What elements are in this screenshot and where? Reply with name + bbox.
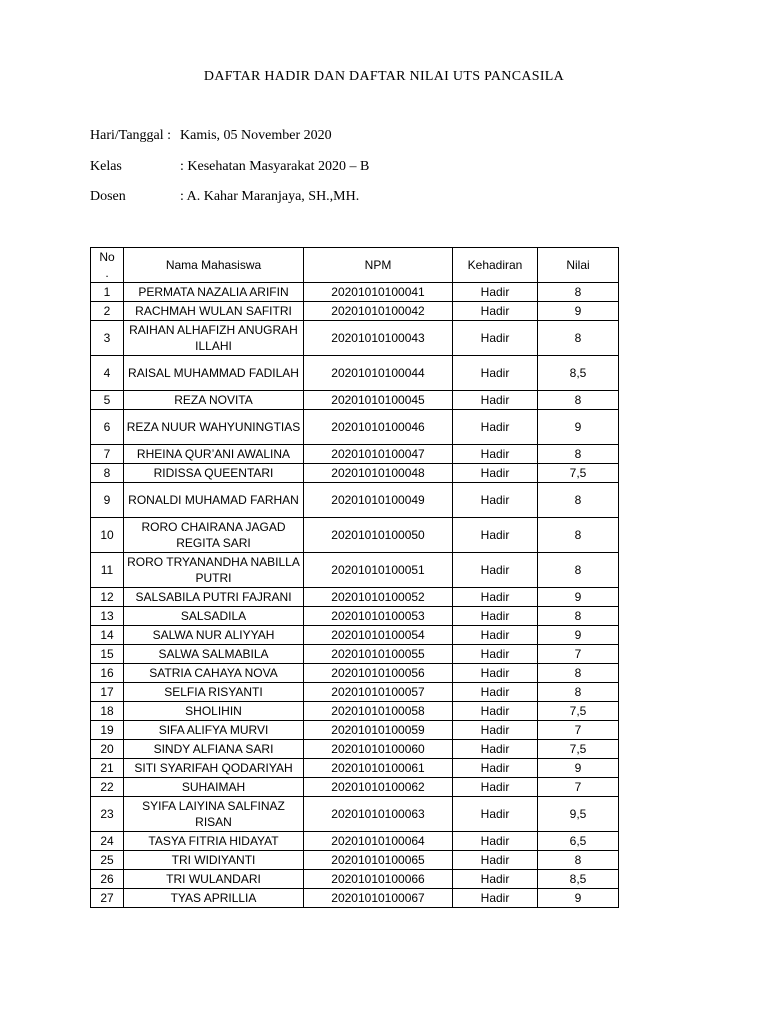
cell-attendance: Hadir [453,464,538,483]
cell-score: 6,5 [538,832,619,851]
cell-npm: 20201010100052 [304,588,453,607]
cell-npm: 20201010100043 [304,321,453,356]
cell-score: 9 [538,410,619,445]
cell-attendance: Hadir [453,664,538,683]
header-attendance: Kehadiran [453,248,538,283]
cell-attendance: Hadir [453,518,538,553]
cell-score: 7 [538,778,619,797]
cell-no: 9 [91,483,124,518]
table-row [91,870,619,889]
cell-npm: 20201010100057 [304,683,453,702]
cell-npm: 20201010100065 [304,851,453,870]
cell-score: 8 [538,445,619,464]
cell-name: RAIHAN ALHAFIZH ANUGRAH ILLAHI [124,321,304,356]
cell-score: 8 [538,518,619,553]
cell-no: 5 [91,391,124,410]
cell-no: 26 [91,870,124,889]
table-row [91,553,619,588]
cell-npm: 20201010100063 [304,797,453,832]
table-row [91,483,619,518]
cell-attendance: Hadir [453,356,538,391]
cell-name: SITI SYARIFAH QODARIYAH [124,759,304,778]
cell-npm: 20201010100060 [304,740,453,759]
cell-npm: 20201010100042 [304,302,453,321]
cell-name: RACHMAH WULAN SAFITRI [124,302,304,321]
cell-no: 22 [91,778,124,797]
cell-score: 8,5 [538,356,619,391]
table-row [91,759,619,778]
cell-score: 9 [538,889,619,908]
table-row [91,626,619,645]
cell-no: 15 [91,645,124,664]
attendance-score-table [90,247,619,908]
cell-npm: 20201010100048 [304,464,453,483]
cell-score: 8,5 [538,870,619,889]
cell-attendance: Hadir [453,778,538,797]
cell-attendance: Hadir [453,626,538,645]
lecturer-line [90,189,690,205]
cell-name: SATRIA CAHAYA NOVA [124,664,304,683]
cell-name: SALSABILA PUTRI FAJRANI [124,588,304,607]
class-label: Kelas [90,159,122,174]
cell-name: RHEINA QUR’ANI AWALINA [124,445,304,464]
cell-npm: 20201010100047 [304,445,453,464]
cell-npm: 20201010100046 [304,410,453,445]
cell-attendance: Hadir [453,683,538,702]
cell-npm: 20201010100053 [304,607,453,626]
cell-score: 8 [538,851,619,870]
cell-name: TYAS APRILLIA [124,889,304,908]
cell-npm: 20201010100066 [304,870,453,889]
cell-score: 8 [538,683,619,702]
cell-npm: 20201010100044 [304,356,453,391]
cell-attendance: Hadir [453,391,538,410]
table-row [91,645,619,664]
cell-name: TRI WIDIYANTI [124,851,304,870]
cell-name: SIFA ALIFYA MURVI [124,721,304,740]
cell-no: 16 [91,664,124,683]
lecturer-value: : A. Kahar Maranjaya, SH.,MH. [180,189,360,204]
date-label: Hari/Tanggal : [90,128,172,143]
class-value: : Kesehatan Masyarakat 2020 – B [180,159,370,174]
cell-name: SALWA NUR ALIYYAH [124,626,304,645]
table-row [91,302,619,321]
cell-no: 1 [91,283,124,302]
cell-npm: 20201010100067 [304,889,453,908]
cell-npm: 20201010100058 [304,702,453,721]
cell-name: RAISAL MUHAMMAD FADILAH [124,356,304,391]
cell-score: 9 [538,302,619,321]
cell-no: 7 [91,445,124,464]
table-row [91,778,619,797]
cell-score: 9 [538,759,619,778]
table-row [91,889,619,908]
cell-score: 7 [538,645,619,664]
cell-attendance: Hadir [453,870,538,889]
date-line [90,128,690,144]
cell-score: 9,5 [538,797,619,832]
cell-name: SALSADILA [124,607,304,626]
cell-no: 2 [91,302,124,321]
cell-attendance: Hadir [453,607,538,626]
cell-name: RONALDI MUHAMAD FARHAN [124,483,304,518]
cell-attendance: Hadir [453,740,538,759]
cell-no: 24 [91,832,124,851]
cell-npm: 20201010100045 [304,391,453,410]
cell-npm: 20201010100059 [304,721,453,740]
cell-attendance: Hadir [453,721,538,740]
cell-name: REZA NUUR WAHYUNINGTIAS [124,410,304,445]
cell-no: 14 [91,626,124,645]
cell-attendance: Hadir [453,483,538,518]
cell-npm: 20201010100051 [304,553,453,588]
table-row [91,832,619,851]
table-row [91,518,619,553]
cell-no: 17 [91,683,124,702]
cell-score: 7,5 [538,464,619,483]
table-row [91,721,619,740]
cell-no: 19 [91,721,124,740]
cell-name: SHOLIHIN [124,702,304,721]
cell-name: TASYA FITRIA HIDAYAT [124,832,304,851]
cell-score: 9 [538,588,619,607]
cell-attendance: Hadir [453,832,538,851]
cell-npm: 20201010100064 [304,832,453,851]
cell-name: TRI WULANDARI [124,870,304,889]
class-line [90,159,690,175]
cell-name: REZA NOVITA [124,391,304,410]
cell-no: 6 [91,410,124,445]
cell-attendance: Hadir [453,321,538,356]
cell-no: 20 [91,740,124,759]
cell-no: 8 [91,464,124,483]
cell-score: 8 [538,664,619,683]
cell-npm: 20201010100056 [304,664,453,683]
table-row [91,664,619,683]
cell-name: PERMATA NAZALIA ARIFIN [124,283,304,302]
cell-attendance: Hadir [453,851,538,870]
cell-no: 25 [91,851,124,870]
cell-no: 27 [91,889,124,908]
cell-no: 23 [91,797,124,832]
cell-attendance: Hadir [453,302,538,321]
cell-score: 7,5 [538,740,619,759]
table-body [91,283,619,908]
cell-attendance: Hadir [453,797,538,832]
cell-score: 8 [538,283,619,302]
cell-attendance: Hadir [453,702,538,721]
table-row [91,740,619,759]
table-row [91,410,619,445]
cell-score: 7 [538,721,619,740]
cell-no: 11 [91,553,124,588]
table-row [91,464,619,483]
cell-npm: 20201010100055 [304,645,453,664]
table-row [91,851,619,870]
table-row [91,391,619,410]
cell-no: 4 [91,356,124,391]
cell-attendance: Hadir [453,588,538,607]
cell-score: 8 [538,607,619,626]
cell-name: RORO TRYANANDHA NABILLA PUTRI [124,553,304,588]
cell-npm: 20201010100061 [304,759,453,778]
cell-no: 13 [91,607,124,626]
table-row [91,283,619,302]
table-row [91,607,619,626]
cell-attendance: Hadir [453,645,538,664]
cell-attendance: Hadir [453,410,538,445]
cell-no: 10 [91,518,124,553]
document-title: DAFTAR HADIR DAN DAFTAR NILAI UTS PANCASILA [203,69,565,84]
cell-score: 8 [538,483,619,518]
cell-name: SYIFA LAIYINA SALFINAZ RISAN [124,797,304,832]
table-row [91,321,619,356]
cell-npm: 20201010100050 [304,518,453,553]
header-name: Nama Mahasiswa [124,248,304,283]
table-row [91,445,619,464]
table-row [91,702,619,721]
cell-npm: 20201010100054 [304,626,453,645]
cell-attendance: Hadir [453,759,538,778]
cell-score: 8 [538,321,619,356]
cell-attendance: Hadir [453,553,538,588]
cell-no: 3 [91,321,124,356]
cell-name: SINDY ALFIANA SARI [124,740,304,759]
cell-name: SUHAIMAH [124,778,304,797]
cell-score: 9 [538,626,619,645]
table-row [91,356,619,391]
table-row [91,797,619,832]
header-score: Nilai [538,248,619,283]
cell-npm: 20201010100049 [304,483,453,518]
cell-no: 21 [91,759,124,778]
cell-no: 12 [91,588,124,607]
cell-score: 7,5 [538,702,619,721]
cell-name: RORO CHAIRANA JAGAD REGITA SARI [124,518,304,553]
cell-attendance: Hadir [453,889,538,908]
header-no: No . [91,248,124,283]
cell-score: 8 [538,553,619,588]
cell-no: 18 [91,702,124,721]
cell-npm: 20201010100062 [304,778,453,797]
table-row [91,588,619,607]
cell-name: RIDISSA QUEENTARI [124,464,304,483]
cell-attendance: Hadir [453,445,538,464]
header-npm: NPM [304,248,453,283]
table-row [91,683,619,702]
cell-attendance: Hadir [453,283,538,302]
cell-name: SALWA SALMABILA [124,645,304,664]
cell-name: SELFIA RISYANTI [124,683,304,702]
cell-npm: 20201010100041 [304,283,453,302]
cell-score: 8 [538,391,619,410]
lecturer-label: Dosen [90,189,126,204]
table-header-row [91,248,619,283]
date-value: Kamis, 05 November 2020 [180,128,332,143]
